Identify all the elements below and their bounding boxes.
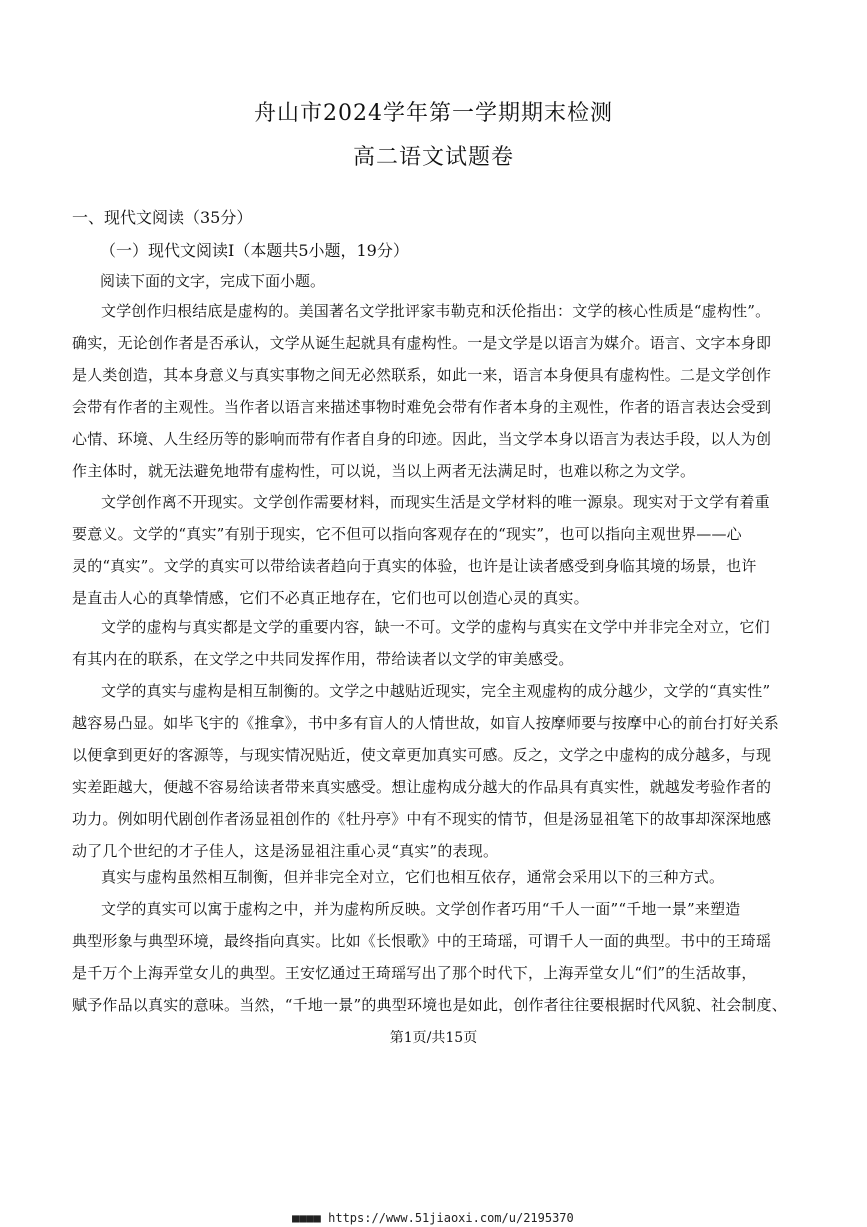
text-line: 文学的虚构与真实都是文学的重要内容，缺一不可。文学的虚构与真实在文学中并非完全对立，它们 — [101, 618, 770, 636]
text-line: 以便拿到更好的客源等，与现实情况贴近，使文章更加真实可感。反之，文学之中虚构的成分越多，与现 — [72, 746, 772, 764]
text-line: 功力。例如明代剧创作者汤显祖创作的《牡丹亭》中有不现实的情节，但是汤显祖笔下的故事却深深地感 — [72, 810, 772, 828]
text-line: 是人类创造，其本身意义与真实事物之间无必然联系，如此一来，语言本身便具有虚构性。二是文学创作 — [72, 366, 772, 384]
text-line: 典型形象与典型环境，最终指向真实。比如《长恨歌》中的王琦瑶，可谓千人一面的典型。书中的王琦瑶 — [72, 932, 772, 950]
text-line: 赋予作品以真实的意味。当然，“千地一景”的典型环境也是如此，创作者往往要根据时代风貌、社会制度、 — [72, 996, 787, 1014]
exam-subtitle: 高二语文试题卷 — [352, 145, 514, 170]
text-line: 实差距越大，便越不容易给读者带来真实感受。想让虚构成分越大的作品具有真实性，就越发考验作者的 — [72, 778, 772, 796]
text-line: 越容易凸显。如毕飞宇的《推拿》，书中多有盲人的人情世故，如盲人按摩师要与按摩中心的前台打好关系 — [72, 714, 779, 732]
text-line: 文学的真实与虚构是相互制衡的。文学之中越贴近现实，完全主观虚构的成分越少，文学的“真实性” — [101, 682, 771, 700]
text-line: 文学创作离不开现实。文学创作需要材料，而现实生活是文学材料的唯一源泉。现实对于文学有着重 — [101, 493, 770, 511]
text-line: 有其内在的联系，在文学之中共同发挥作用，带给读者以文学的审美感受。 — [72, 650, 574, 668]
paragraph-6 — [72, 893, 787, 1021]
paragraph-1 — [72, 295, 772, 487]
paragraph-3 — [72, 611, 770, 675]
page-number: 第1页/共15页 — [389, 1030, 478, 1046]
section-heading: 一、现代文阅读（35分） — [72, 208, 253, 227]
paragraph-4 — [72, 675, 779, 867]
subsection-heading: （一）现代文阅读Ⅰ（本题共5小题，19分） — [100, 241, 409, 260]
watermark-url: ■■■■ https://www.51jiaoxi.com/u/2195370 — [292, 1211, 574, 1225]
text-line: 文学创作归根结底是虚构的。美国著名文学批评家韦勒克和沃伦指出：文学的核心性质是“虚构性”。 — [101, 302, 771, 320]
text-line: 要意义。文学的“真实”有别于现实，它不但可以指向客观存在的“现实”，也可以指向主观世界——心 — [72, 525, 742, 543]
text-line: 灵的“真实”。文学的真实可以带给读者趋向于真实的体验，也许是让读者感受到身临其境的场景，也许 — [72, 557, 757, 575]
text-line: 确实，无论创作者是否承认，文学从诞生起就具有虚构性。一是文学是以语言为媒介。语言、文字本身即 — [72, 334, 772, 352]
text-line: 心情、环境、人生经历等的影响而带有作者自身的印迹。因此，当文学本身以语言为表达手段，以人为创 — [72, 430, 772, 448]
text-line: 文学的真实可以寓于虚构之中，并为虚构所反映。文学创作者巧用“千人一面”“千地一景”来塑造 — [101, 900, 741, 918]
text-line: 真实与虚构虽然相互制衡，但并非完全对立，它们也相互依存，通常会采用以下的三种方式。 — [101, 868, 725, 886]
text-line: 动了几个世纪的才子佳人，这是汤显祖注重心灵“真实”的表现。 — [72, 842, 499, 860]
text-line: 会带有作者的主观性。当作者以语言来描述事物时难免会带有作者本身的主观性，作者的语言表达会受到 — [72, 398, 772, 416]
exam-title: 舟山市2024学年第一学期期末检测 — [254, 101, 613, 126]
paragraph-2 — [72, 486, 770, 614]
text-line: 是千万个上海弄堂女儿的典型。王安忆通过王琦瑶写出了那个时代下，上海弄堂女儿“们”的生活故事， — [72, 964, 757, 982]
text-line: 作主体时，就无法避免地带有虚构性，可以说，当以上两者无法满足时，也难以称之为文学。 — [72, 462, 696, 480]
reading-instruction: 阅读下面的文字，完成下面小题。 — [100, 272, 326, 290]
text-line: 是直击人心的真挚情感，它们不必真正地存在，它们也可以创造心灵的真实。 — [72, 589, 589, 607]
paragraph-5 — [72, 861, 758, 893]
